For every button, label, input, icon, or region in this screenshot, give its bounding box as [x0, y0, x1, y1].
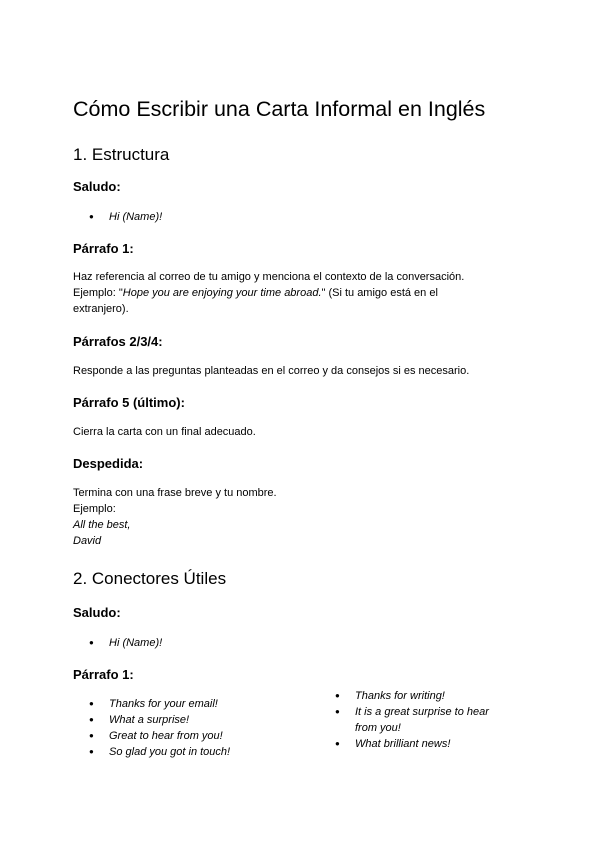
- page-title: Cómo Escribir una Carta Informal en Inglés: [73, 97, 486, 121]
- example-prefix: Ejemplo: ": [73, 287, 123, 299]
- parrafo-1-conectores-right: [319, 688, 489, 752]
- list-item: ● Thanks for your email!: [73, 696, 230, 712]
- parrafo-1-line-3: extranjero).: [73, 303, 129, 315]
- parrafo-1-text: [73, 269, 543, 317]
- parrafo-5-text: Cierra la carta con un final adecuado.: [73, 426, 256, 438]
- saludo-list: [73, 209, 162, 225]
- subheading-saludo-2: Saludo:: [73, 605, 121, 620]
- list-item: ● Hi (Name)!: [73, 635, 162, 651]
- subheading-saludo: Saludo:: [73, 179, 121, 194]
- subheading-parrafo-5: Párrafo 5 (último):: [73, 395, 185, 410]
- parrafo-1-conectores-left: [73, 696, 230, 760]
- list-item-line-2: from you!: [355, 722, 401, 734]
- list-item: ● Hi (Name)!: [73, 209, 162, 225]
- list-item: ● So glad you got in touch!: [73, 744, 230, 760]
- list-item: ● What a surprise!: [73, 712, 230, 728]
- section-heading-estructura: 1. Estructura: [73, 145, 170, 164]
- example-quote: Hope you are enjoying your time abroad.: [122, 287, 322, 299]
- subheading-parrafo-1: Párrafo 1:: [73, 241, 134, 256]
- despedida-line-4: David: [73, 535, 102, 547]
- saludo-conectores-list: [73, 635, 162, 651]
- subheading-parrafos-2-3-4: Párrafos 2/3/4:: [73, 334, 163, 349]
- list-item: ● Thanks for writing!: [319, 688, 489, 704]
- subheading-despedida: Despedida:: [73, 456, 144, 471]
- parrafo-1-line-1: Haz referencia al correo de tu amigo y menciona el contexto de la conversación.: [73, 271, 465, 283]
- subheading-parrafo-1-2: Párrafo 1:: [73, 667, 134, 682]
- despedida-text: [73, 485, 277, 549]
- parrafos-2-3-4-text: Responde a las preguntas planteadas en el correo y da consejos si es necesario.: [73, 365, 470, 377]
- list-item-continuation: [319, 720, 489, 736]
- despedida-line-2: Ejemplo:: [73, 503, 116, 515]
- list-item: ● What brilliant news!: [319, 736, 489, 752]
- list-item: [319, 704, 489, 720]
- list-item: ● Great to hear from you!: [73, 728, 230, 744]
- despedida-line-3: All the best,: [73, 519, 131, 531]
- section-heading-conectores: 2. Conectores Útiles: [73, 569, 227, 588]
- parrafo-1-line-2: [73, 285, 543, 301]
- example-suffix: " (Si tu amigo está en el: [321, 287, 438, 299]
- despedida-line-1: Termina con una frase breve y tu nombre.: [73, 487, 277, 499]
- list-item-line-1: It is a great surprise to hear: [355, 706, 489, 718]
